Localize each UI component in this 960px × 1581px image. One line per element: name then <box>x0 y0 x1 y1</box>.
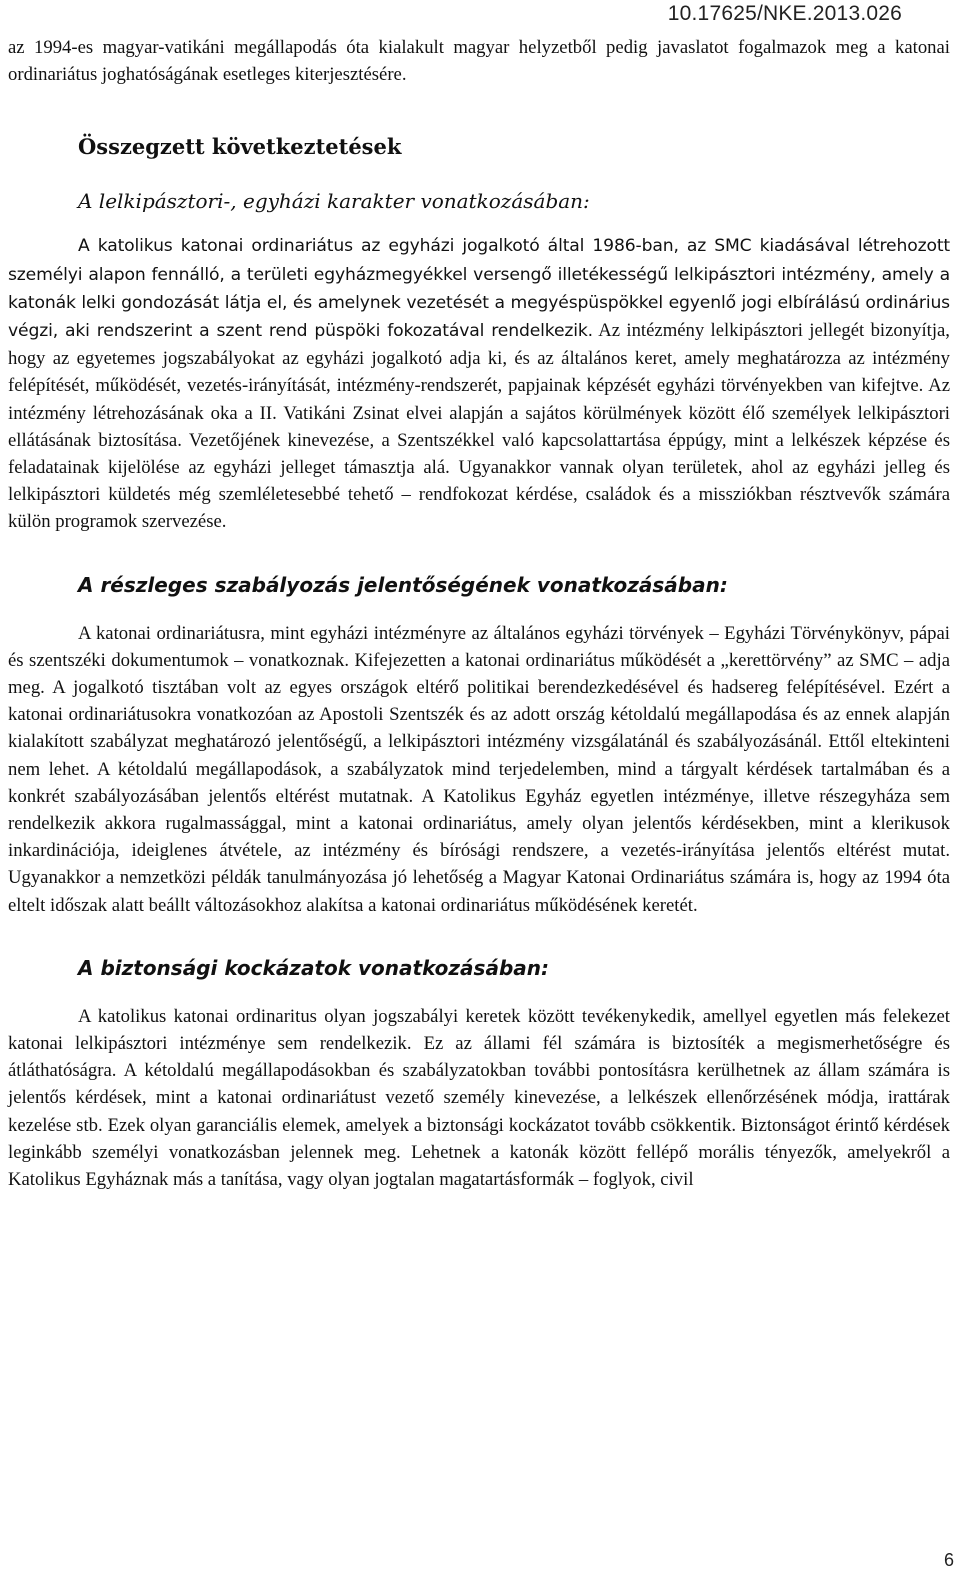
doi-header: 10.17625/NKE.2013.026 <box>667 2 902 25</box>
intro-paragraph: az 1994-es magyar-vatikáni megállapodás óta kialakult magyar helyzetből pedig javaslatot fogalmazok meg a katonai ordinariátus joghatóságának esetleges kiterjesztésére. <box>8 37 950 86</box>
paragraph-pastoral-part2: Az intézmény lelkipásztori jellegét bizonyítja, hogy az egyetemes jogszabályokat az egyházi jogalkotó adja ki, és az általános keret, amely meghatározza az intézmény felépítését, működését, vezetés-irányítását, intézmény-rendszerét, papjainak képzését egyházi törvényekben van kifejtve. Az intézmény létrehozásának oka a II. Vatikáni Zsinat elvei alapján a sajátos körülmények között élő személyek lelkipásztori ellátásának biztosítása. Vezetőjének kinevezése, a Szentszékkel való kapcsolattartása éppúgy, mint a lelkészek képzése és feladatainak kijelölése az egyházi jelleget támasztja alá. Ugyanakkor vannak olyan területek, ahol az egyházi jelleg és lelkipásztori küldetés még szemléletesebbé tehető – rendfokozat kérdése, családok és a missziókban résztvevők számára külön programok szervezése. <box>8 320 950 533</box>
paragraph-pastoral <box>8 232 950 535</box>
section-heading-regulation: A részleges szabályozás jelentőségének vonatkozásában: <box>78 572 728 597</box>
page-content <box>0 34 960 1193</box>
section-heading-pastoral: A lelkipásztori-, egyházi karakter vonatkozásában: <box>78 189 590 214</box>
section-heading-security: A biztonsági kockázatok vonatkozásában: <box>78 955 549 980</box>
paragraph-pastoral-part1: A katolikus katonai ordinariátus az egyházi jogalkotó által 1986-ban, az SMC kiadásával létrehozott személyi alapon fennálló, a területi egyházmegyékkel versengő illetékességű lelkipásztori intézmény, amely a katonák lelki gondozását látja el, és amelynek vezetését a megyéspüspökkel egyenlő jogi elbírálású ordinárius végzi, aki rendszerint a szent rend püspöki fokozatával rendelkezik. <box>8 236 950 342</box>
summary-heading: Összegzett következtetések <box>78 134 402 160</box>
paragraph-regulation: A katonai ordinariátusra, mint egyházi intézményre az általános egyházi törvények – Egyházi Törvénykönyv, pápai és szentszéki dokumentumok – vonatkoznak. Kifejezetten a katonai ordinariátus működését a „kerettörvény” az SMC – adja meg. A jogalkotó tisztában volt az egyes országok eltérő politikai berendezkedésével és hadsereg felépítésével. Ezért a katonai ordinariátusokra vonatkozóan az Apostoli Szentszék és az adott ország kétoldalú megállapodása és az ennek alapján kialakított szabályzat meghatározó jelentőségű, a lelkipásztori intézmény vizsgálatánál és szabályozásánál. Ettől eltekinteni nem lehet. A kétoldalú megállapodások, a szabályzatok mind terjedelemben, mind a tárgyalt kérdések tartalmában és a konkrét szabályozásában jelentős eltérést mutatnak. A Katolikus Egyház egyetlen intézménye, illetve részegyháza sem rendelkezik akkora rugalmassággal, mint a katonai ordinariátus, amely olyan jelentős kérdésekben, mint a klerikusok inkardinációja, ideiglenes átvétele, az intézmény és bírósági rendszere, a vezetés-irányítása jelentős eltérést mutat. Ugyanakkor a nemzetközi példák tanulmányozása jó lehetőség a Magyar Katonai Ordinariátus számára is, hogy az 1994 óta eltelt időszak alatt beállt változásokhoz alakítsa a katonai ordinariátus működésének keretét. <box>8 622 950 916</box>
paragraph-security: A katolikus katonai ordinaritus olyan jogszabályi keretek között tevékenykedik, amellyel egyetlen más felekezet katonai lelkipásztori intézménye sem rendelkezik. Ez az állami fél számára is biztosíték a megismerhetőségre és átláthatóságra. A kétoldalú megállapodásokban és szabályzatokban további pontosításra kerülhetnek az állam számára is jelentős kérdések, mint a katonai ordinariátust vezető személy kinevezése, a lelkészek ellenőrzésének módja, irattárak kezelése stb. Ezek olyan garanciális elemek, amelyek a biztonsági kockázatot tovább csökkentik. Biztonságot érintő kérdések leginkább személyi vonatkozásban jelennek meg. Lehetnek a katonák között fellépő morális tényezők, amelyekről a Katolikus Egyháznak más a tanítása, vagy olyan jogtalan magatartásformák – foglyok, civil <box>8 1005 950 1191</box>
page-number: 6 <box>943 1550 954 1570</box>
